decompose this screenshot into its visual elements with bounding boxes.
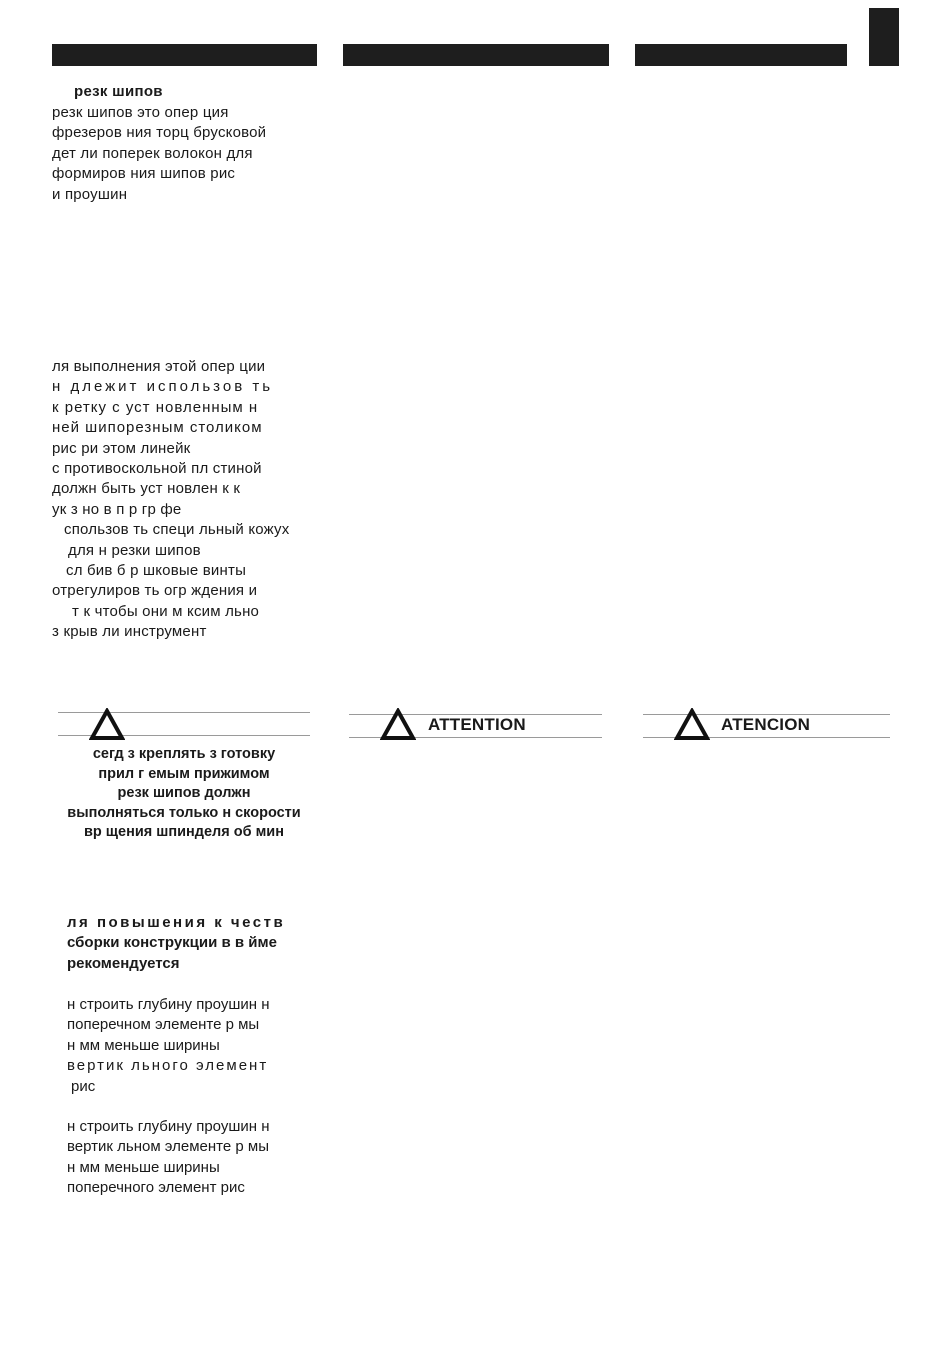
- warning-triangle-icon: [674, 708, 710, 740]
- text-line: для н резки шипов: [68, 541, 201, 559]
- text-line: фрезеров ния торц брусковой: [52, 124, 267, 142]
- text-line: резк шипов должн: [117, 785, 251, 801]
- text-line: рис ри этом линейк: [52, 439, 191, 457]
- text-line: н мм меньше ширины: [67, 1036, 220, 1054]
- text-line: сл бив б р шковые винты: [66, 562, 247, 580]
- text-line: должн быть уст новлен к к: [52, 480, 241, 498]
- text-line: рис: [71, 1077, 96, 1095]
- warning-label-en: ATTENTION: [428, 715, 526, 734]
- section-title: резк шипов: [74, 83, 163, 100]
- quality-item-1: [67, 995, 317, 1097]
- text-line: н строить глубину проушин н: [67, 1118, 270, 1135]
- text-line: рекомендуется: [67, 954, 180, 972]
- text-line: н строить глубину проушин н: [67, 996, 270, 1013]
- quality-heading: [67, 913, 317, 974]
- column-header-bar-es: [635, 44, 847, 66]
- page-language-tab: [869, 8, 899, 66]
- text-line: поперечного элемент рис: [67, 1179, 245, 1197]
- text-line: ля повышения к честв: [67, 914, 286, 931]
- text-line: н мм меньше ширины: [67, 1158, 220, 1176]
- text-line: поперечном элементе р мы: [67, 1016, 260, 1034]
- text-line: вертик льном элементе р мы: [67, 1138, 269, 1156]
- text-line: формиров ния шипов рис: [52, 165, 236, 183]
- text-line: ля выполнения этой опер ции: [52, 358, 266, 375]
- text-line: ук з но в п р гр фе: [52, 500, 182, 518]
- text-line: сборки конструкции в в йме: [67, 934, 277, 952]
- warning-label-es: ATENCION: [721, 715, 811, 734]
- text-line: з крыв ли инструмент: [52, 623, 207, 641]
- text-line: резк шипов это опер ция: [52, 104, 229, 121]
- column-header-bar-ru: [52, 44, 317, 66]
- warning-text-ru: [52, 745, 316, 843]
- text-line: и проушин: [52, 185, 128, 203]
- quality-item-2: [67, 1117, 317, 1199]
- warning-triangle-icon: [380, 708, 416, 740]
- text-line: сегд з креплять з готовку: [92, 746, 276, 762]
- text-line: прил г емым прижимом: [98, 765, 270, 782]
- procedure-paragraph: [52, 357, 317, 643]
- text-line: дет ли поперек волокон для: [52, 144, 253, 162]
- text-line: вертик льного элемент: [67, 1057, 269, 1075]
- intro-paragraph: [52, 103, 317, 205]
- warning-triangle-icon: [89, 708, 125, 740]
- text-line: спользов ть специ льный кожух: [64, 521, 290, 539]
- text-line: н длежит использов ть: [52, 378, 274, 396]
- text-line: т к чтобы они м ксим льно: [72, 602, 260, 620]
- text-line: ней шипорезным столиком: [52, 419, 263, 437]
- text-line: отрегулиров ть огр ждения и: [52, 582, 258, 600]
- text-line: с противоскольной пл стиной: [52, 460, 262, 478]
- column-header-bar-en: [343, 44, 609, 66]
- text-line: к ретку с уст новленным н: [52, 398, 259, 416]
- text-line: вр щения шпинделя об мин: [84, 824, 284, 840]
- text-line: выполняться только н скорости: [67, 804, 301, 821]
